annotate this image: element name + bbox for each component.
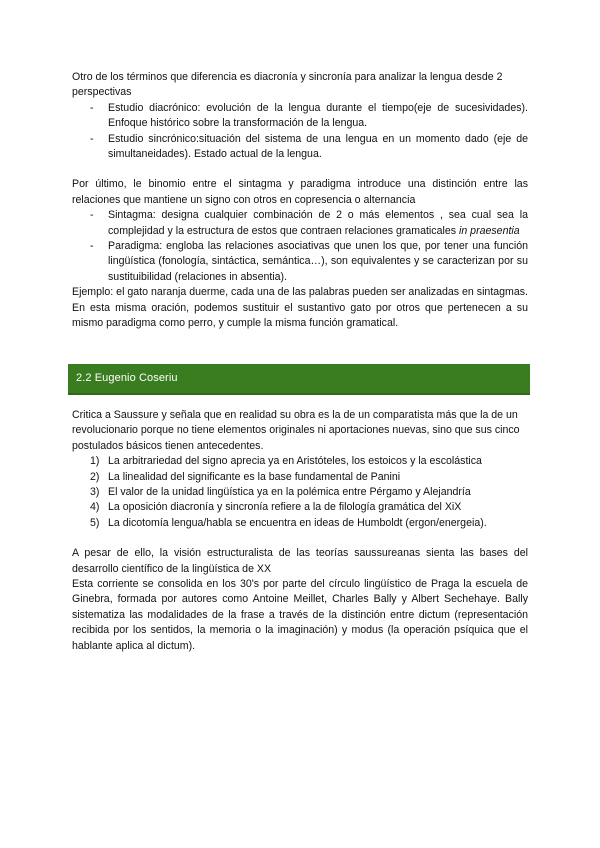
list-item: [90, 454, 528, 469]
page-body-bottom: [72, 408, 528, 654]
list-item: [90, 485, 528, 500]
dash-bullet: -: [90, 101, 94, 114]
list-item-text: La oposición diacronía y sincronía refiere a la de filología gramática del XiX: [108, 501, 462, 514]
sintagma-intro: Por último, le binomio entre el sintagma y paradigma introduce una distinción entre las relaciones que mantiene un signo con otros en copresencia o alternancia: [72, 178, 528, 206]
sintagma-list: [72, 208, 528, 285]
list-item-text: La linealidad del significante es la base fundamental de Panini: [108, 470, 401, 483]
list-item-text: Estudio diacrónico: evolución de la lengua durante el tiempo(eje de sucesividades). Enfoque histórico sobre la transformación de la lengua.: [108, 101, 528, 130]
list-item-text: El valor de la unidad lingüística ya en la polémica entre Pérgamo y Alejandría: [108, 486, 471, 499]
list-item: [90, 470, 528, 485]
list-number: 3): [90, 486, 100, 499]
list-item: [90, 516, 528, 531]
list-item: [90, 208, 528, 239]
section-heading-banner: [68, 364, 530, 395]
sintagma-italic: in praesentia: [458, 224, 520, 237]
list-item-text: La arbitrariedad del signo aprecia ya en Aristóteles, los estoicos y la escolástica: [108, 455, 482, 468]
coseriu-intro: Critica a Saussure y señala que en realidad su obra es la de un comparatista más que la de un revolucionario porque no tiene elementos originales ni aportaciones nuevas, sino que sus cinco postulados básicos tienen antecedentes.: [72, 409, 520, 452]
diacronia-intro: Otro de los términos que diferencia es diacronía y sincronía para analizar la lengua desde 2 perspectivas: [72, 71, 503, 99]
sintagma-text: Sintagma: designa cualquier combinación de 2 o más elementos , sea cual sea la complejidad y la estructura de estos que contraen relaciones gramaticales: [108, 209, 528, 237]
praga-ginebra-paragraph: Esta corriente se consolida en los 30's por parte del círculo lingüístico de Praga la escuela de Ginebra, formada por autores como Antoine Meillet, Charles Bally y Albert Sechehaye. Bally sistematiza las modalidades de la frase a través de la distinción entre dictum (representación recibida por los sentidos, la memoria o la imaginación) y modus (la operación psíquica que el hablante aplica al dictum).: [72, 578, 528, 652]
example-paragraph: Ejemplo: el gato naranja duerme, cada una de las palabras pueden ser analizadas en sintagmas. En esta misma oración, podemos sustituir el sustantivo gato por otros que pertenecen a su mismo paradigma como perro, y cumple la misma función gramatical.: [72, 286, 528, 330]
list-item-text: Estudio sincrónico:situación del sistema de una lengua en un momento dado (eje de simultaneidades). Estado actual de la lengua.: [108, 132, 528, 161]
list-number: 5): [90, 516, 100, 529]
list-item-text: La dicotomía lengua/habla se encuentra en ideas de Humboldt (ergon/energeia).: [108, 516, 487, 529]
list-item: [90, 101, 528, 132]
list-number: 4): [90, 501, 100, 514]
dash-bullet: -: [90, 209, 94, 222]
estructuralismo-paragraph: A pesar de ello, la visión estructuralista de las teorías saussureanas sienta las bases del desarrollo científico de la lingüística de XX: [72, 547, 528, 575]
list-number: 2): [90, 470, 100, 483]
postulados-list: [72, 454, 528, 531]
page-body-top: [72, 70, 528, 332]
list-item: [90, 239, 528, 285]
list-item: [90, 500, 528, 515]
list-number: 1): [90, 455, 100, 468]
diacronia-list: [72, 101, 528, 163]
paradigma-text: Paradigma: engloba las relaciones asociativas que unen los que, por tener una función lingüística (fonología, sintáctica, semántica…), son equivalentes y se caracterizan por su sustituibilidad (relaciones in absentia).: [108, 240, 528, 283]
section-heading-title: 2.2 Eugenio Coseriu: [76, 372, 178, 384]
dash-bullet: -: [90, 240, 94, 253]
list-item: [90, 132, 528, 163]
dash-bullet: -: [90, 132, 94, 145]
